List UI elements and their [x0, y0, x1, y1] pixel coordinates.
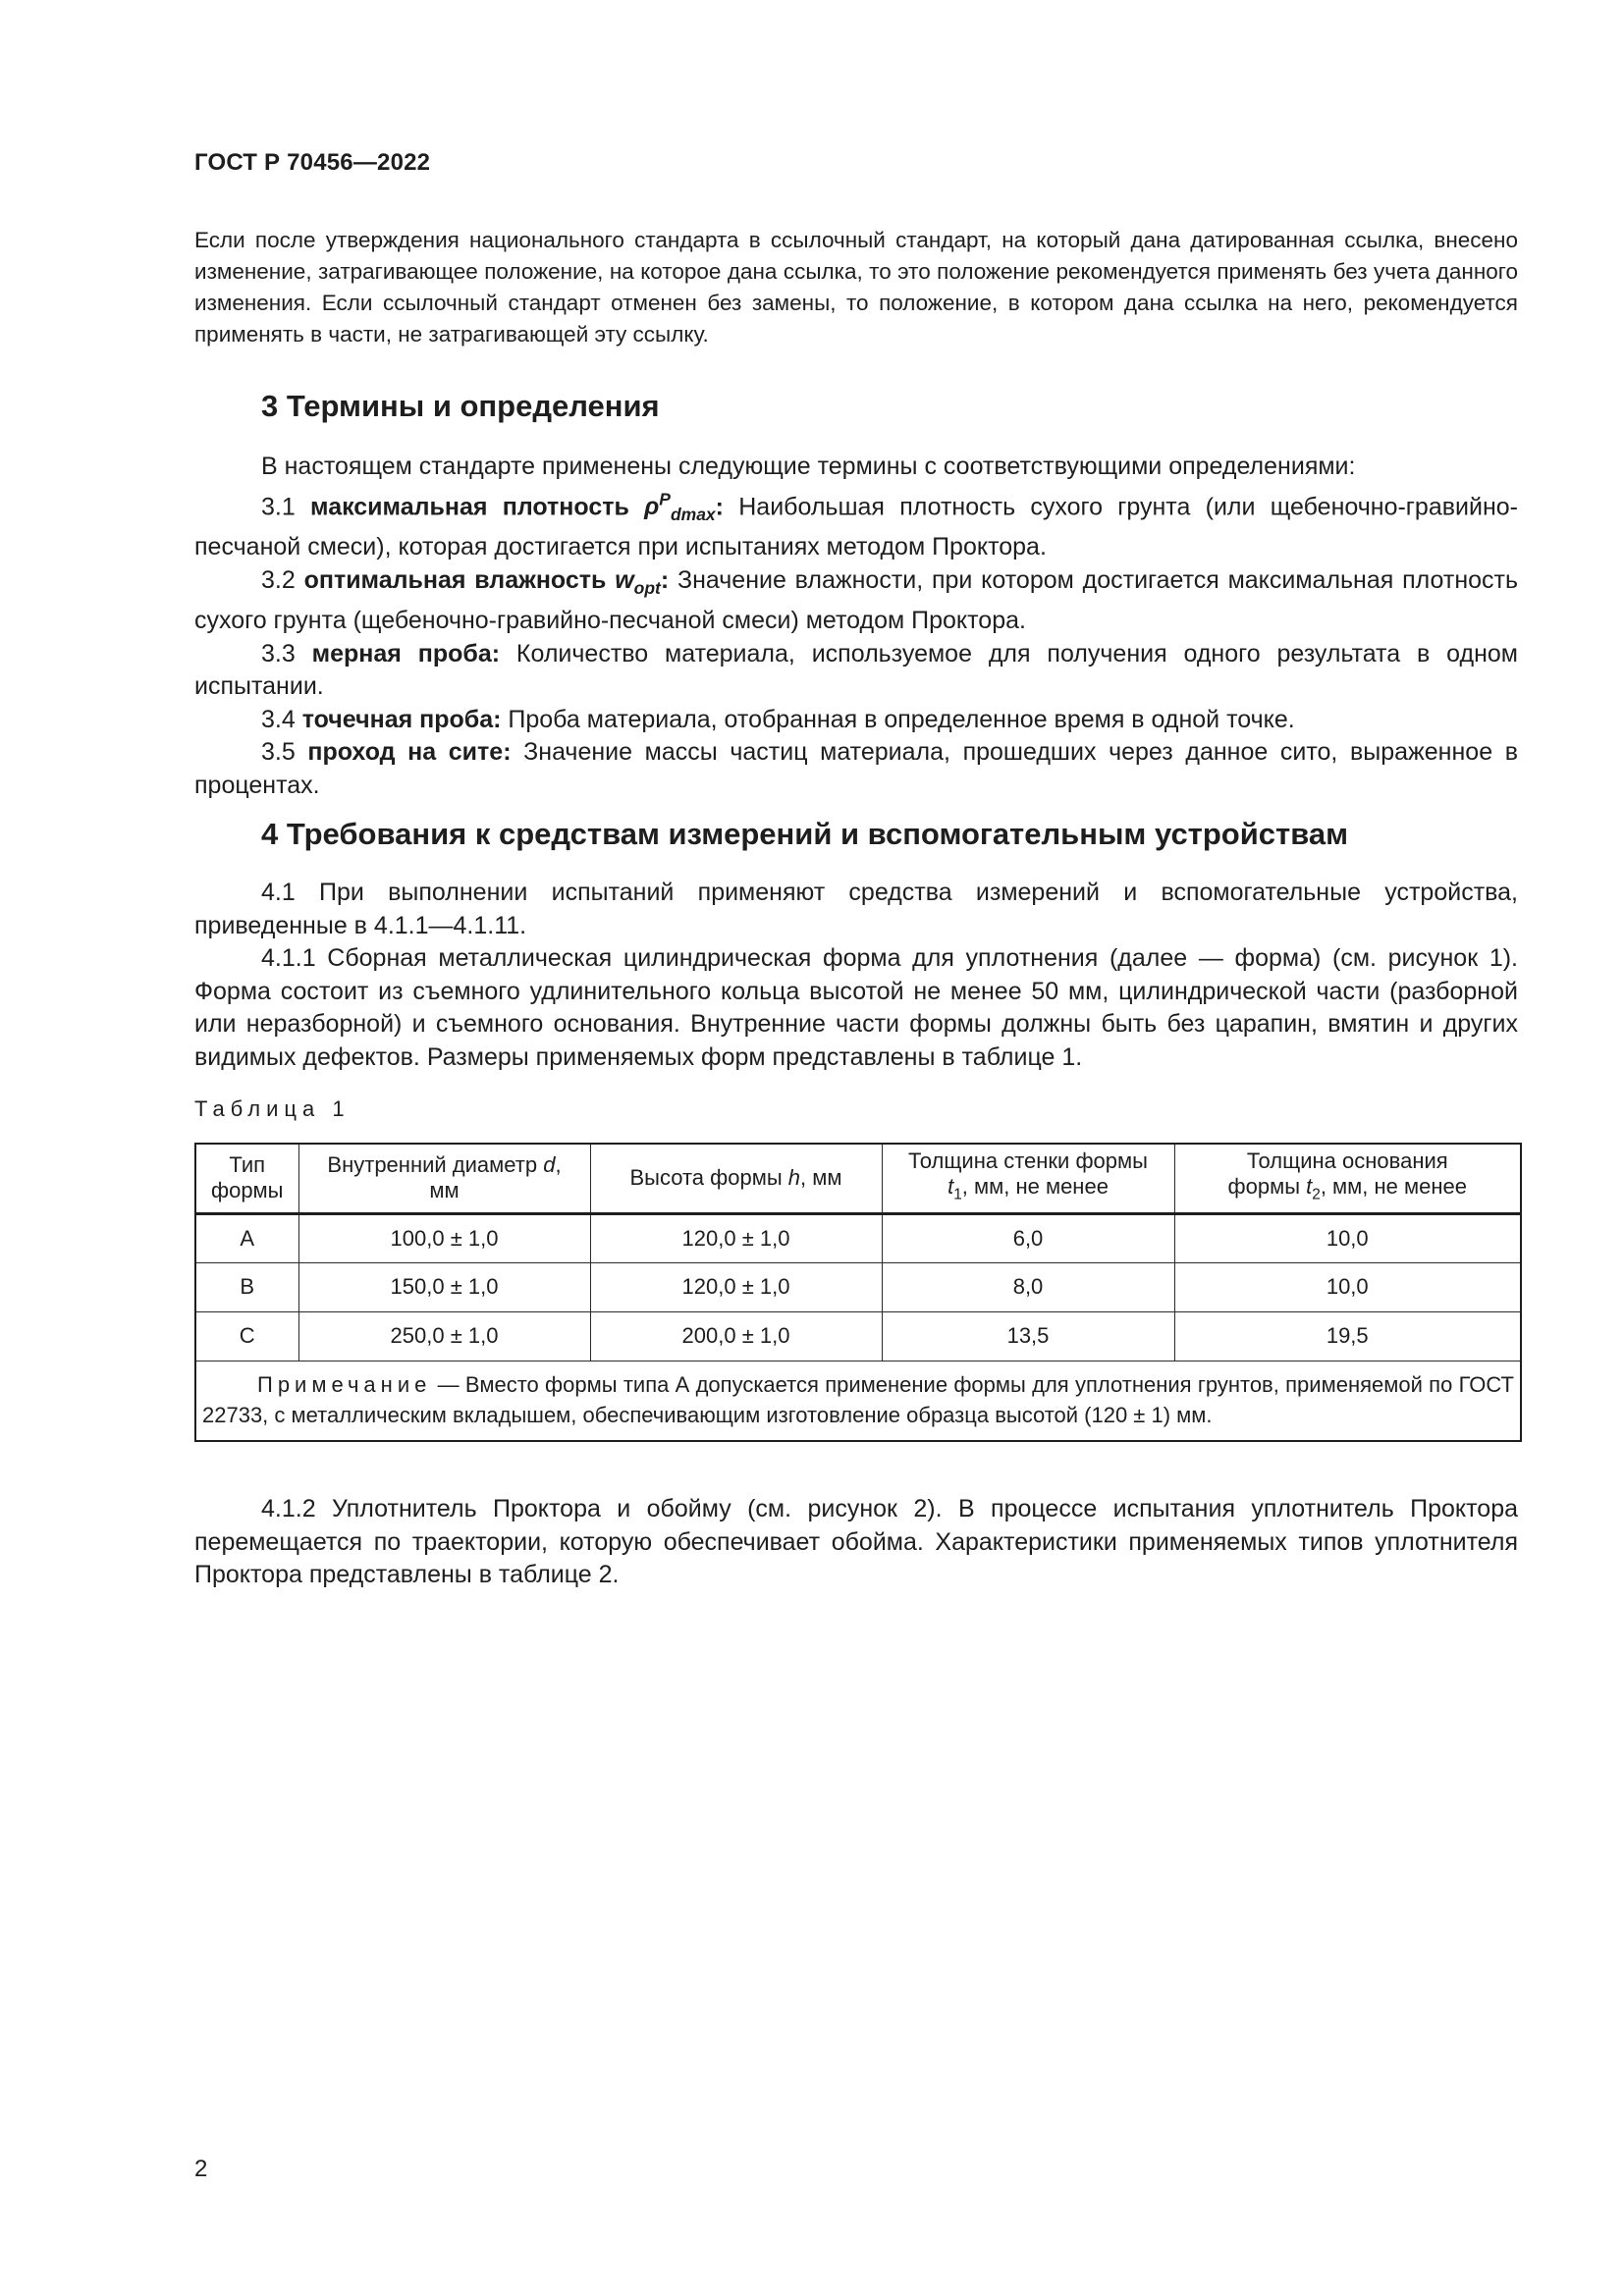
page-header: ГОСТ Р 70456—2022 [194, 149, 431, 176]
cell-base: 19,5 [1174, 1311, 1521, 1361]
cell-diameter: 250,0 ± 1,0 [298, 1311, 590, 1361]
table-note [195, 1361, 1521, 1441]
term-3-1: 3.1 максимальная плотность $\rho^P_{dmax}$: Наибольшая плотность сухого грунта (или щебеночно-гравийно-песчаной смеси), которая достигается при испытаниях методом Проктора. [194, 489, 1518, 561]
note-label: Примечание [257, 1371, 432, 1397]
section-4-body [194, 877, 1518, 1074]
cell-diameter: 100,0 ± 1,0 [298, 1213, 590, 1262]
cell-type: C [195, 1311, 298, 1361]
header-diameter: Внутренний диаметр d, мм [298, 1144, 590, 1213]
cell-height: 200,0 ± 1,0 [590, 1311, 882, 1361]
header-wall: Толщина стенки формы $t_1$, мм, не менее [882, 1144, 1174, 1213]
clause-4-1: 4.1 При выполнении испытаний применяют средства измерений и вспомогательные устройства, приведенные в 4.1.1—4.1.11. [194, 879, 1518, 939]
term-3-2: 3.2 оптимальная влажность $w_{opt}$: Значение влажности, при котором достигается максимальная плотность сухого грунта (щебеночно-гравийно-песчаной смеси) методом Проктора. [194, 565, 1519, 635]
term-symbol: $w_{opt}$ [615, 565, 661, 598]
term-name: оптимальная влажность [303, 565, 607, 594]
term-3-5: 3.5 проход на сите: Значение массы частиц материала, прошедших через данное сито, выраженное в процентах. [194, 738, 1519, 799]
table-1 [194, 1143, 1522, 1442]
header-type: Тип формы [195, 1144, 298, 1213]
section-3-heading: 3 Термины и определения [261, 389, 660, 423]
term-name: максимальная плотность [310, 492, 629, 520]
section-4-heading: 4 Требования к средствам измерений и вспомогательным устройствам [261, 817, 1349, 851]
cell-diameter: 150,0 ± 1,0 [298, 1262, 590, 1311]
header-height: Высота формы h, мм [590, 1144, 882, 1213]
cell-height: 120,0 ± 1,0 [590, 1213, 882, 1262]
table-note-row [195, 1361, 1521, 1441]
cell-height: 120,0 ± 1,0 [590, 1262, 882, 1311]
note-text: — Вместо формы типа А допускается применение формы для уплотнения грунтов, применяемой по ГОСТ 22733, с металлическим вкладышем, обеспечивающим изготовление образца высотой (120 ± 1) мм. [202, 1371, 1514, 1427]
section-3-lead: В настоящем стандарте применены следующие термины с соответствующими определениями: [261, 453, 1356, 480]
cell-base: 10,0 [1174, 1262, 1521, 1311]
table-header-row [195, 1144, 1521, 1213]
term-3-3: 3.3 мерная проба: Количество материала, используемое для получения одного результата в одном испытании. [194, 639, 1518, 701]
clause-4-1-1: 4.1.1 Сборная металлическая цилиндрическая форма для уплотнения (далее — форма) (см. рисунок 1). Форма состоит из съемного удлинительного кольца высотой не менее 50 мм, цилиндрической части (разборной или неразборной) и съемного основания. Внутренние части формы должны быть без царапин, вмятин и других видимых дефектов. Размеры применяемых форм представлены в таблице 1. [194, 944, 1518, 1071]
table-row [195, 1262, 1521, 1311]
clause-4-1-2-block [194, 1493, 1518, 1592]
cell-wall: 13,5 [882, 1311, 1174, 1361]
page-number: 2 [194, 2156, 208, 2182]
term-symbol: $\rho^P_{dmax}$ [644, 489, 716, 524]
cell-type: A [195, 1213, 298, 1262]
cell-wall: 8,0 [882, 1262, 1174, 1311]
term-name: мерная проба: [311, 639, 501, 667]
table-1-title: Таблица 1 [194, 1096, 351, 1121]
term-name: точечная проба: [301, 705, 502, 733]
table-row [195, 1213, 1521, 1262]
cell-base: 10,0 [1174, 1213, 1521, 1262]
clause-4-1-2: 4.1.2 Уплотнитель Проктора и обойму (см. рисунок 2). В процессе испытания уплотнитель Проктора перемещается по траектории, которую обеспечивает обойма. Характеристики применяемых типов уплотнителя Проктора представлены в таблице 2. [194, 1495, 1518, 1588]
section-3-body [194, 451, 1518, 802]
intro-paragraph: Если после утверждения национального стандарта в ссылочный стандарт, на который дана датированная ссылка, внесено изменение, затрагивающее положение, на которое дана ссылка, то это положение рекомендуется применять без учета данного изменения. Если ссылочный стандарт отменен без замены, то положение, в котором дана ссылка на него, рекомендуется применять в части, не затрагивающей эту ссылку. [194, 228, 1518, 347]
term-name: проход на сите: [307, 738, 512, 767]
cell-type: B [195, 1262, 298, 1311]
table-row [195, 1311, 1521, 1361]
header-base: Толщина основания формы $t_2$, мм, не менее [1174, 1144, 1521, 1213]
term-3-4: 3.4 точечная проба: Проба материала, отобранная в определенное время в одной точке. [261, 705, 1295, 733]
cell-wall: 6,0 [882, 1213, 1174, 1262]
